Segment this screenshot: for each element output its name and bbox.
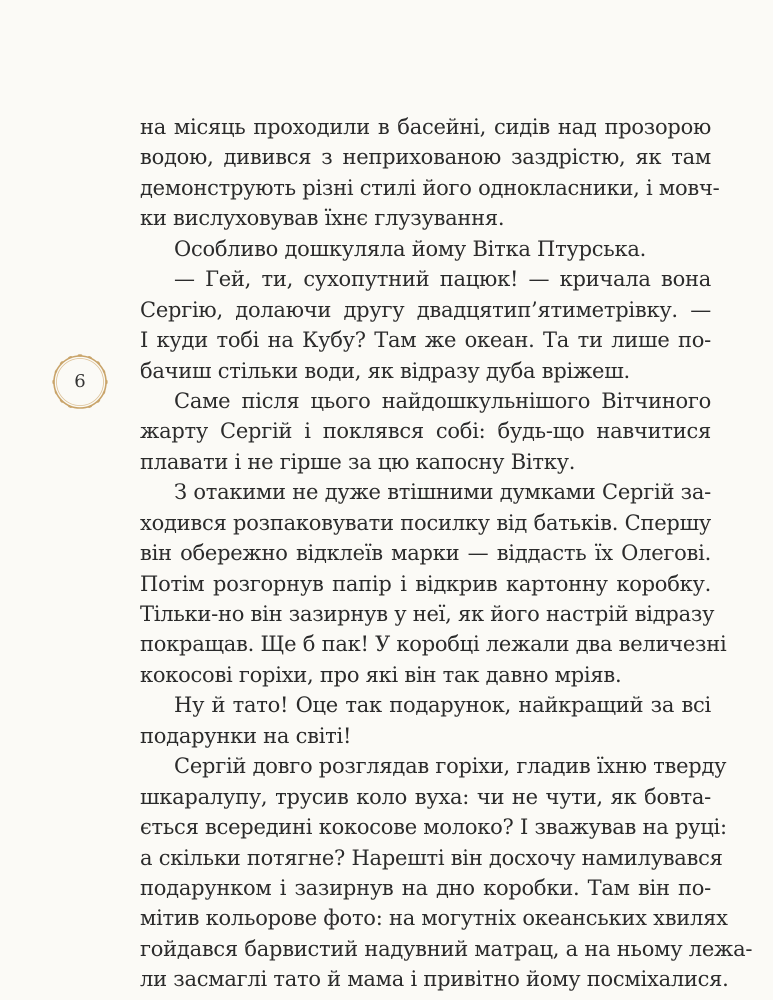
text-line: Саме після цього найдошкульнішого Вітчиного: [174, 388, 711, 413]
text-line: — Гей, ти, сухопутний пацюк! — кричала вона: [174, 267, 711, 292]
text-line: а скільки потягне? Нарешті він досхочу намилувався: [140, 845, 723, 870]
text-line: подарунком і зазирнув на дно коробки. Там він по-: [140, 875, 711, 900]
text-line: на місяць проходили в басейні, сидів над прозорою: [140, 115, 711, 139]
text-line: ли засмаглі тато й мама і привітно йому посміхалися.: [140, 967, 729, 992]
text-line: кокосові горіхи, про які він так давно мріяв.: [140, 662, 622, 687]
text-line: плавати і не гірше за цю капосну Вітку.: [140, 449, 576, 474]
text-line: ється всередині кокосове молоко? І зважував на руці:: [140, 815, 727, 840]
text-line: Сергій довго розглядав горіхи, гладив їхню тверду: [174, 754, 727, 779]
text-line: Потім розгорнув папір і відкрив картонну коробку.: [140, 571, 711, 596]
text-line: бачиш стільки води, як відразу дуба вріжеш.: [140, 358, 630, 383]
text-line: мітив кольорове фото: на могутніх океанських хвилях: [140, 906, 728, 931]
text-line: водою, дивився з неприхованою заздрістю, як там: [140, 145, 711, 170]
text-line: жарту Сергій і поклявся собі: будь-що навчитися: [140, 419, 711, 444]
text-line: І куди тобі на Кубу? Там же океан. Та ти лише по-: [140, 328, 711, 353]
text-line: Сергію, долаючи другу двадцятип’ятиметрівку. —: [140, 297, 711, 322]
text-line: гойдався барвистий надувний матрац, а на ньому лежа-: [140, 936, 753, 961]
text-line: демонструють різні стилі його однокласники, і мовч-: [140, 175, 720, 200]
text-line: Ну й тато! Оце так подарунок, найкращий за всі: [174, 693, 711, 718]
text-line: ки вислуховував їхнє глузування.: [140, 206, 505, 231]
text-line: ходився розпаковувати посилку від батьків. Спершу: [140, 510, 711, 535]
text-line: Тільки-но він зазирнув у неї, як його настрій відразу: [140, 602, 715, 626]
text-line: Особливо дошкуляла йому Вітка Птурська.: [174, 236, 647, 261]
page-number-emblem: [50, 352, 110, 412]
body-text: [140, 112, 753, 995]
text-line: покращав. Ще б пак! У коробці лежали два величезні: [140, 632, 727, 657]
text-line: він обережно відклеїв марки — віддасть їх Олегові.: [140, 541, 711, 566]
page-number: 6: [74, 371, 86, 392]
text-line: подарунки на світі!: [140, 723, 352, 748]
text-line: шкаралупу, трусив коло вуха: чи не чути, як бовта-: [140, 784, 711, 809]
text-line: З отакими не дуже втішними думками Сергій за-: [174, 480, 711, 505]
